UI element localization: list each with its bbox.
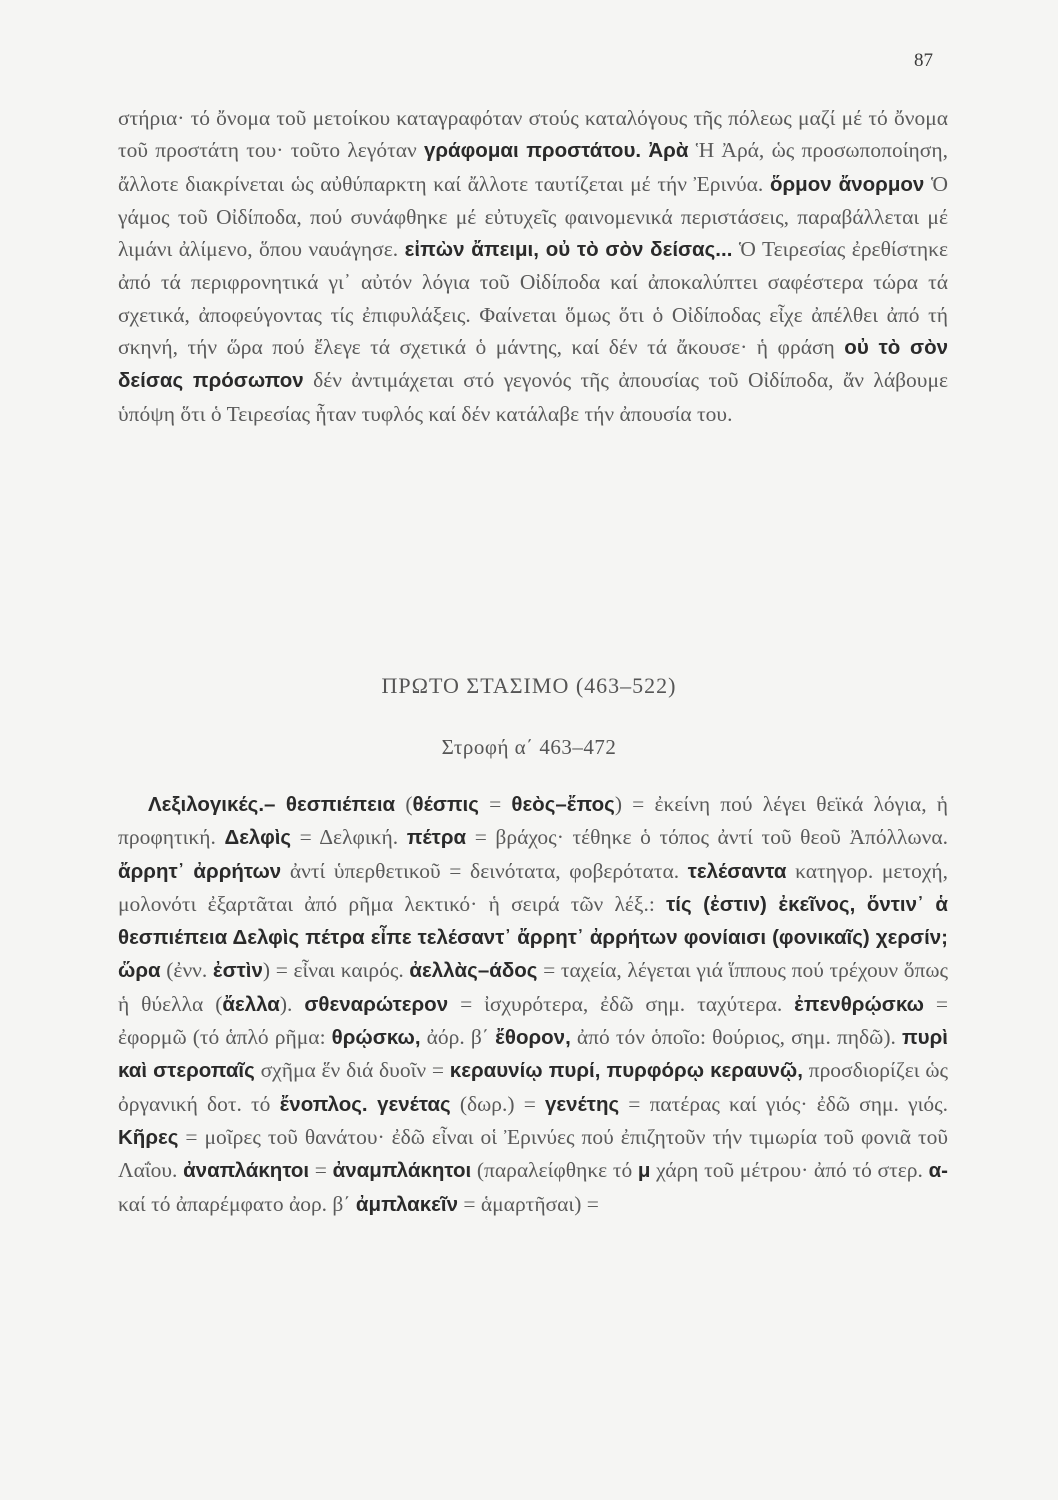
bold-term: γενέτης xyxy=(545,1092,620,1116)
text-run: = μοῖρες τοῦ θανάτου· ἐδῶ εἶναι οἱ Ἐρινύες πού ἐπιζητοῦν τήν τιμωρία τοῦ φονιᾶ τοῦ Λαΐου. xyxy=(118,1124,948,1183)
bold-term: ἐστὶν xyxy=(212,959,263,983)
bold-term: ὅρμον ἄνορμον xyxy=(769,172,925,196)
text-run: ) = ἐκείνη πού λέγει θεϊκά λόγια, ἡ προφητική. xyxy=(118,792,948,850)
bold-term: μ xyxy=(637,1159,651,1183)
bold-term: ἐπενθρῴσκω xyxy=(794,992,924,1016)
bold-term: ἔνοπλος. γενέτας xyxy=(279,1092,451,1116)
text-run: (παραλείφθηκε τό xyxy=(471,1158,638,1183)
text-run: ). xyxy=(279,991,305,1016)
text-run: = ἁμαρτῆσαι) = xyxy=(458,1191,599,1216)
bold-term: ἔθορον, xyxy=(495,1026,571,1050)
bold-term: Λεξιλογικές.– θεσπιέπεια xyxy=(148,793,396,816)
text-run: Ἡ Ἀρά, ὡς προσωποποίηση, ἄλλοτε διακρίνεται ὡς αὐθύπαρκτη καί ἄλλοτε ταυτίζεται μέ τήν Ἐρινύα. xyxy=(118,138,949,196)
vocabulary-paragraph xyxy=(118,788,948,1221)
text-run: ἀόρ. β΄ xyxy=(420,1025,496,1050)
text-run: Ὁ γάμος τοῦ Οἰδίποδα, πού συνάφθηκε μέ εὐτυχεῖς φαινομενικά περιστάσεις, παραβάλλεται μέ λιμάνι ἀλίμενο, ὅπου ναυάγησε. xyxy=(118,171,948,262)
text-run: = Δελφική. xyxy=(291,825,407,850)
bold-term: οὐ τὸ σὸν δείσας πρόσωπον xyxy=(118,336,949,393)
text-run: (δωρ.) = xyxy=(450,1091,546,1116)
bold-term: Ἀρὰ xyxy=(648,139,689,163)
bold-term: τίς (ἐστιν) ἐκεῖνος, ὅντιν᾽ ἁ θεσπιέπεια Δελφὶς πέτρα εἶπε τελέσαντ᾽ ἄρρητ᾽ ἀρρήτων φονίαισι (φονικαῖς) χερσίν; ὥρα xyxy=(118,892,948,983)
text-run: = ταχεία, λέγεται γιά ἵππους πού τρέχουν ὅπως ἡ θύελλα ( xyxy=(118,958,948,1016)
section-heading: ΠΡΩΤΟ ΣΤΑΣΙΜΟ (463–522) xyxy=(381,673,677,698)
text-run: δέν ἀντιμάχεται στό γεγονός τῆς ἀπουσίας τοῦ Οἰδίποδα, ἄν λάβουμε ὑπόψη ὅτι ὁ Τειρεσίας ἦταν τυφλός καί δέν κατάλαβε τήν ἀπουσία του. xyxy=(118,368,948,426)
page-number: 87 xyxy=(914,50,933,71)
text-run: = ἐφορμῶ (τό ἁπλό ρῆμα: xyxy=(118,991,948,1050)
text-run: = βράχος· τέθηκε ὁ τόπος ἀντί τοῦ θεοῦ Ἀπόλλωνα. xyxy=(466,825,948,850)
bold-term: ἄρρητ᾽ ἀρρήτων xyxy=(118,859,282,883)
commentary-paragraph xyxy=(118,102,948,430)
bold-term: κεραυνίῳ πυρί, πυρφόρῳ κεραυνῷ, xyxy=(449,1059,803,1083)
bold-term: ἀμπλακεῖν xyxy=(355,1192,459,1216)
bold-term: Κῆρες xyxy=(118,1125,179,1149)
text-run: = πατέρας καί γιός· ἐδῶ σημ. γιός. xyxy=(619,1091,948,1116)
text-run: καί τό ἀπαρέμφατο ἀορ. β΄ xyxy=(118,1191,356,1216)
text-run: = xyxy=(309,1158,333,1183)
section-subheading: Στροφή α΄ 463–472 xyxy=(441,735,617,759)
text-run: σχῆμα ἕν διά δυοῖν = xyxy=(254,1058,450,1083)
bold-term: σθεναρώτερον xyxy=(304,992,449,1016)
bold-term: ἀναμπλάκητοι xyxy=(332,1159,472,1183)
bold-term: πυρὶ καὶ στεροπαῖς xyxy=(118,1026,948,1083)
bold-term: θρῴσκω, xyxy=(331,1026,421,1050)
bold-term: α- xyxy=(928,1159,948,1183)
bold-term: θέσπις xyxy=(412,793,479,816)
text-run: (ἐνν. xyxy=(160,958,213,983)
text-run: χάρη τοῦ μέτρου· ἀπό τό στερ. xyxy=(650,1158,929,1183)
bold-term: ἀναπλάκητοι xyxy=(183,1159,310,1183)
text-run: ἀντί ὑπερθετικοῦ = δεινότατα, φοβερότατα. xyxy=(281,858,688,883)
bold-term: Δελφὶς xyxy=(224,826,292,850)
bold-term: θεὸς–ἔπος xyxy=(511,793,615,816)
text-run: προσδιορίζει ὡς ὀργανική δοτ. τό xyxy=(118,1058,948,1116)
bold-term: ἄελλα xyxy=(222,992,280,1016)
bold-term: ἀελλὰς–άδος xyxy=(409,959,538,983)
text-run: κατηγορ. μετοχή, μολονότι ἐξαρτᾶται ἀπό ρῆμα λεκτικό· ἡ σειρά τῶν λέξ.: xyxy=(118,858,948,916)
text-run: ἀπό τόν ὁποῖο: θούριος, σημ. πηδῶ). xyxy=(570,1025,902,1050)
text-run: ( xyxy=(395,792,413,816)
bold-term: γράφομαι προστάτου. xyxy=(423,139,642,163)
text-run: ) = εἶναι καιρός. xyxy=(262,958,410,983)
text-run: = xyxy=(478,792,512,816)
bold-term: εἰπὼν ἄπειμι, οὐ τὸ σὸν δείσας... xyxy=(404,238,733,262)
bold-term: τελέσαντα xyxy=(687,859,787,883)
text-run: στήρια· τό ὄνομα τοῦ μετοίκου καταγραφόταν στούς καταλόγους τῆς πόλεως μαζί μέ τό ὄνομα τοῦ προστάτη του· τοῦτο λεγόταν xyxy=(118,106,948,163)
text-run: = ἰσχυρότερα, ἐδῶ σημ. ταχύτερα. xyxy=(448,991,795,1016)
text-run: Ὁ Τειρεσίας ἐρεθίστηκε ἀπό τά περιφρονητικά γι᾽ αὐτόν λόγια τοῦ Οἰδίποδα καί ἀποκαλύπτει σαφέστερα τώρα τά σχετικά, ἀποφεύγοντας τίς ἐπιφυλάξεις. Φαίνεται ὅμως ὅτι ὁ Οἰδίποδας εἶχε ἀπέλθει ἀπό τή σκηνή, τήν ὥρα πού ἔλεγε τά σχετικά ὁ μάντης, καί δέν τά ἄκουσε· ἡ φράση xyxy=(118,237,948,360)
bold-term: πέτρα xyxy=(406,826,467,850)
